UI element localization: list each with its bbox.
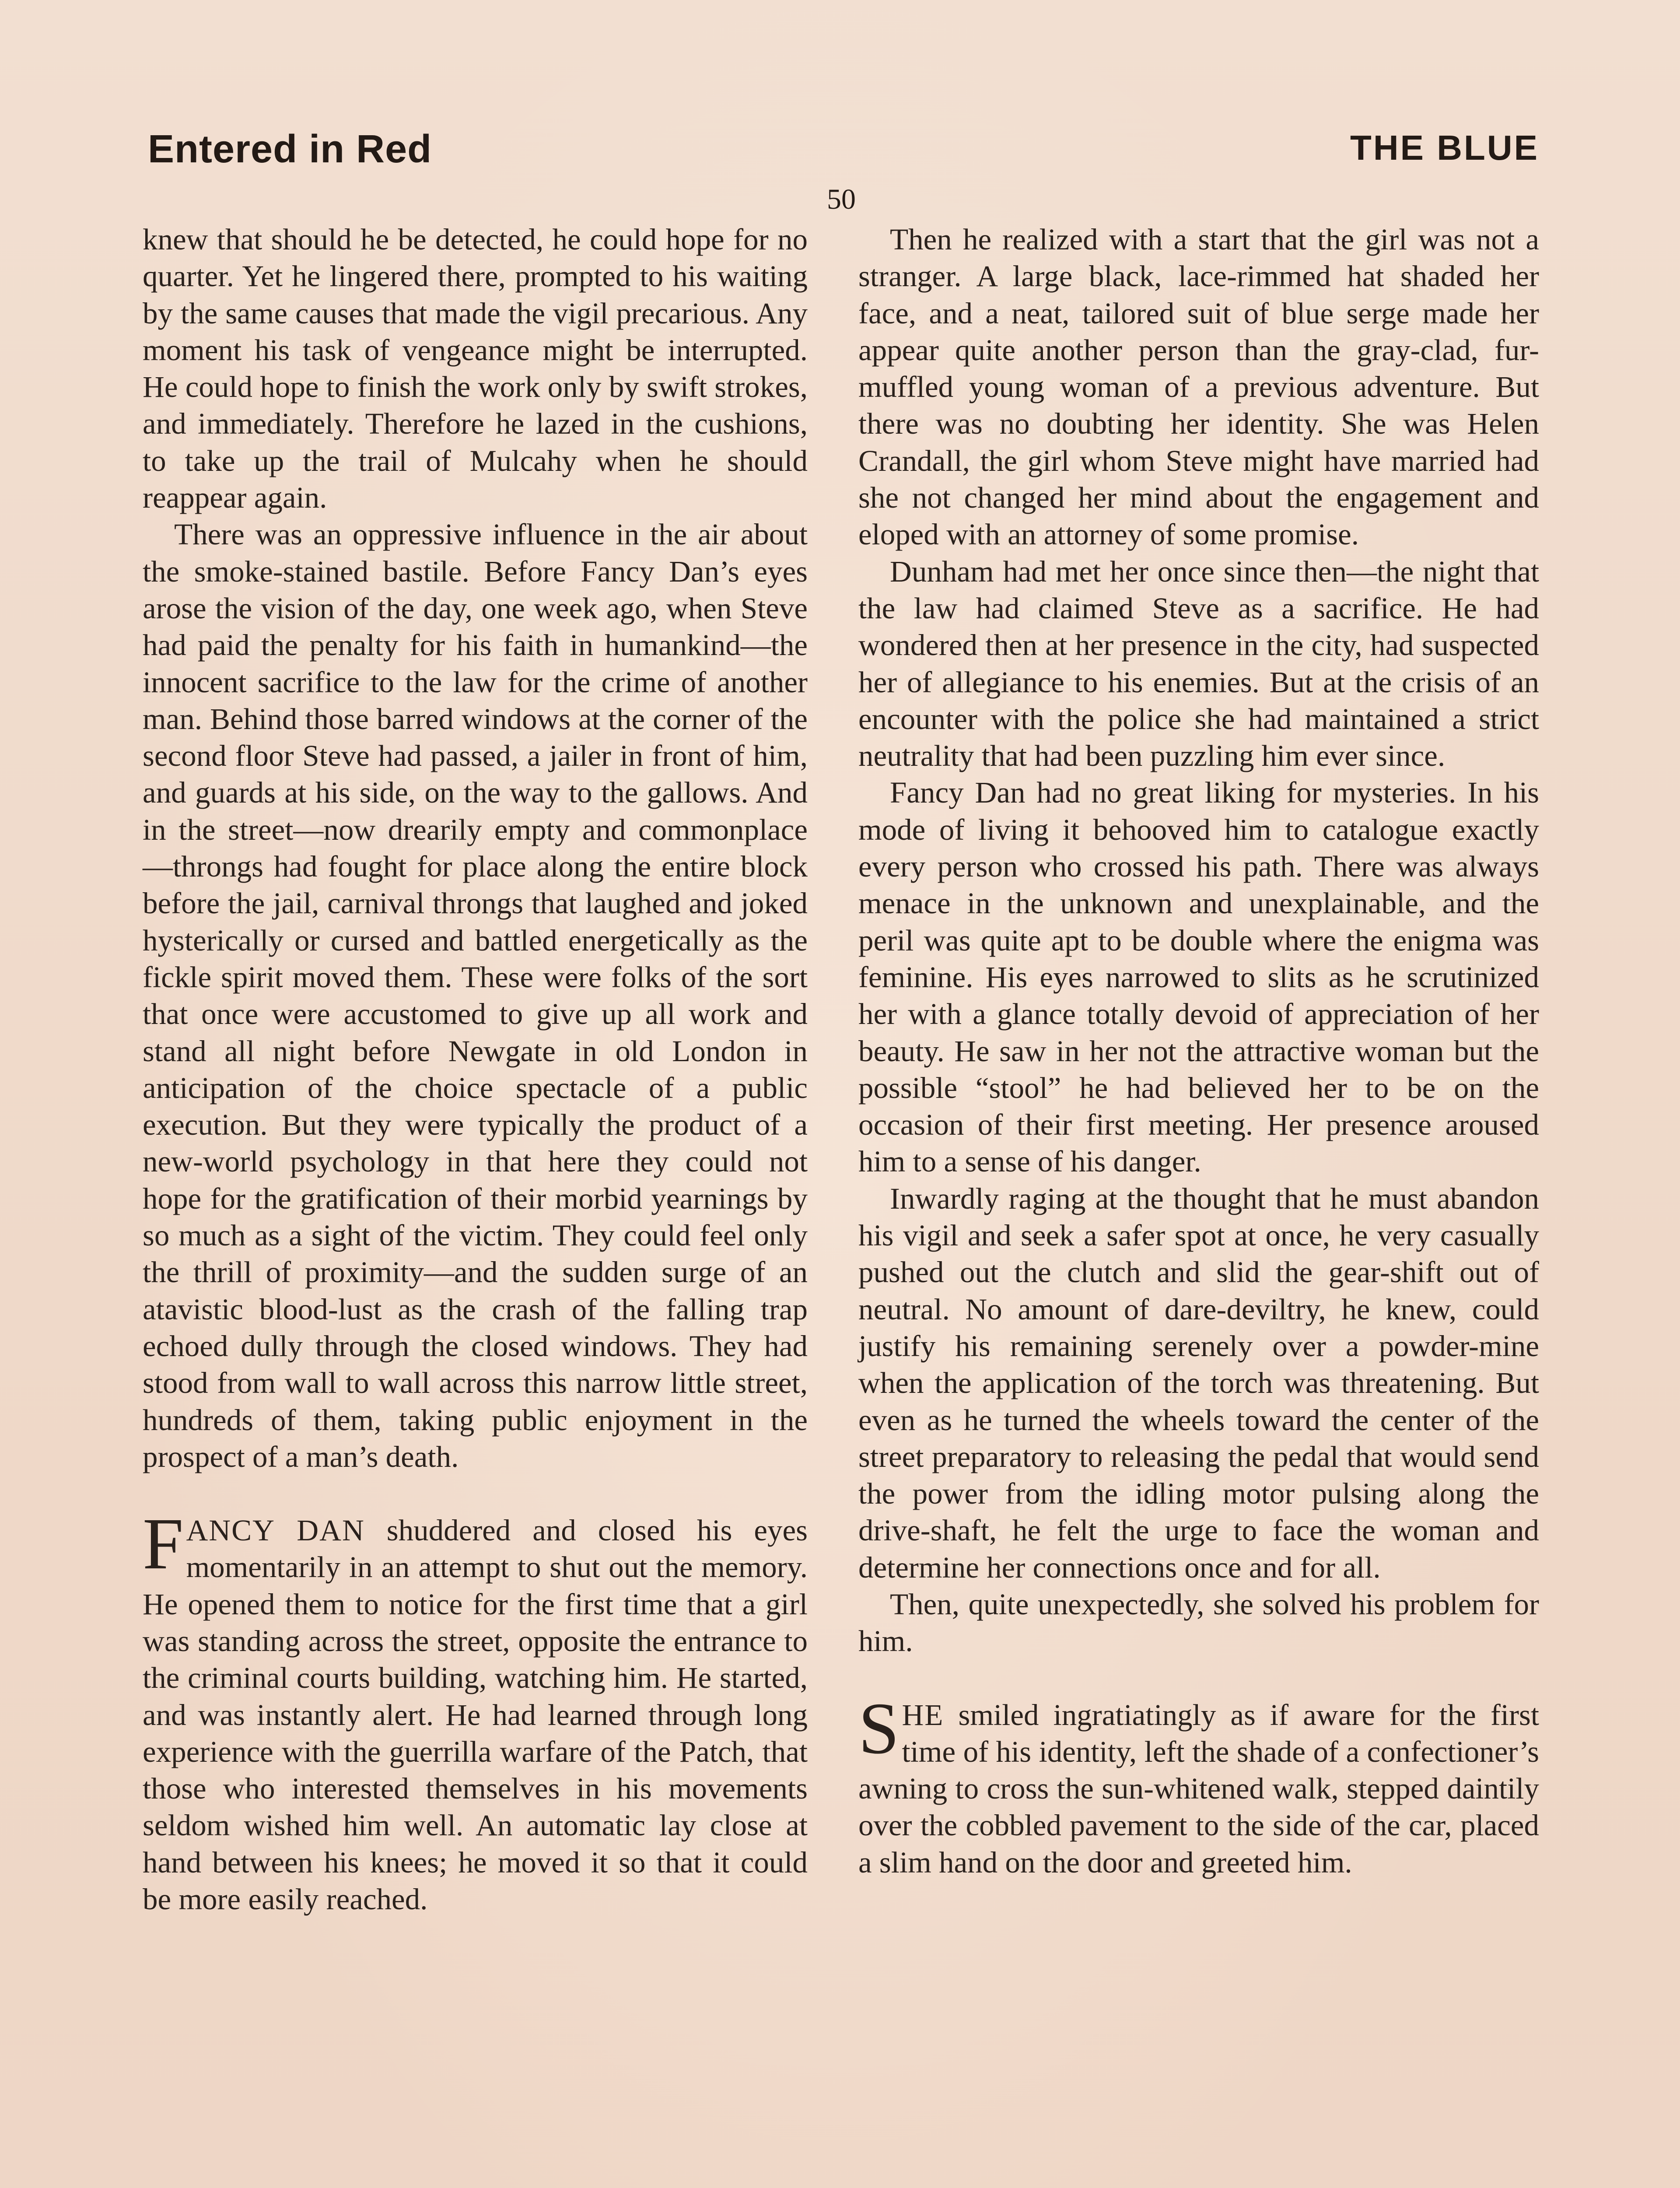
left-text-column [143,221,808,1918]
paragraph: Dunham had met her once since then—the night that the law had claimed Steve as a sacrifice. He had wondered then at her presence in the city, had suspected her of allegiance to his enemies. But at the crisis of an encounter with the police she had maintained a strict neutrality that had been puzzling him ever since. [858,554,1539,773]
paragraph: Fancy Dan had no great liking for mysteries. In his mode of living it behooved him to catalogue exactly every person who crossed his path. There was always menace in the unknown and unexplainable, and the peril was quite apt to be double where the enigma was feminine. His eyes narrowed to slits as he scrutinized her with a glance totally devoid of appreciation of her beauty. He saw in her not the attractive woman but the possible “stool” he had believed her to be on the occasion of their first meeting. Her presence aroused him to a sense of his danger. [858,776,1539,1178]
running-head-story-title: Entered in Red [148,127,432,171]
section-paragraph [858,1687,1539,1881]
drop-cap: S [858,1687,900,1769]
paragraph: Then, quite unexpectedly, she solved his problem for him. [858,1587,1539,1658]
running-head-magazine-title: THE BLUE [1350,128,1539,167]
paragraph-text: smiled ingratiatingly as if aware for the first time of his identity, left the shade of a confectioner’s awning to cross the sun-whitened walk, stepped daintily over the cobbled pavement to the side of the car, placed a slim hand on the door and greeted him. [858,1698,1539,1879]
paragraph: knew that should he be detected, he could hope for no quarter. Yet he lingered there, prompted to his waiting by the same causes that made the vigil precarious. Any moment his task of vengeance might be interrupted. He could hope to finish the work only by swift strokes, and immediately. Therefore he lazed in the cushions, to take up the trail of Mulcahy when he should reappear again. [143,223,808,515]
paragraph-text: shuddered and closed his eyes momentarily in an attempt to shut out the memory. He opened them to notice for the first time that a girl was standing across the street, opposite the entrance to the criminal courts building, watching him. He started, and was instantly alert. He had learned through long experience with the guerrilla warfare of the Patch, that those who interested themselves in his movements seldom wished him well. An automatic lay close at hand between his knees; he moved it so that it could be more easily reached. [143,1514,808,1916]
drop-cap: F [143,1503,184,1585]
section-paragraph [143,1503,808,1918]
right-text-column [858,221,1539,1881]
paragraph: Inwardly raging at the thought that he must abandon his vigil and seek a safer spot at once, he very casually pushed out the clutch and slid the gear-shift out of neutral. No amount of dare-deviltry, he knew, could justify his remaining serenely over a powder-mine when the application of the torch was threatening. But even as he turned the wheels toward the center of the street preparatory to releasing the pedal that would send the power from the idling motor pulsing along the drive-shaft, he felt the urge to face the woman and determine her connections once and for all. [858,1182,1539,1584]
lead-in-smallcaps: HE [902,1698,944,1732]
paragraph: Then he realized with a start that the girl was not a stranger. A large black, lace-rimmed hat shaded her face, and a neat, tailored suit of blue serge made her appear quite another person than the gray-clad, fur-muffled young woman of a previous adventure. But there was no doubting her identity. She was Helen Crandall, the girl whom Steve might have married had she not changed her mind about the engagement and eloped with an attorney of some promise. [858,223,1539,551]
page-number: 50 [827,183,856,215]
paragraph: There was an oppressive influence in the air about the smoke-stained bastile. Before Fancy Dan’s eyes arose the vision of the day, one week ago, when Steve had paid the penalty for his faith in humankind—the innocent sacrifice to the law for the crime of another man. Behind those barred windows at the corner of the second floor Steve had passed, a jailer in front of him, and guards at his side, on the way to the gallows. And in the street—now drearily empty and commonplace—throngs had fought for place along the entire block before the jail, carnival throngs that laughed and joked hysterically or cursed and battled energetically as the fickle spirit moved them. These were folks of the sort that once were accustomed to give up all work and stand all night before Newgate in old London in anticipation of the choice spectacle of a public execution. But they were typically the product of a new-world psychology in that here they could not hope for the gratification of their morbid yearnings by so much as a sight of the victim. They could feel only the thrill of proximity—and the sudden surge of an atavistic blood-lust as the crash of the falling trap echoed dully through the closed windows. They had stood from wall to wall across this narrow little street, hundreds of them, taking public enjoyment in the prospect of a man’s death. [143,518,808,1473]
lead-in-smallcaps: ANCY DAN [186,1514,365,1547]
